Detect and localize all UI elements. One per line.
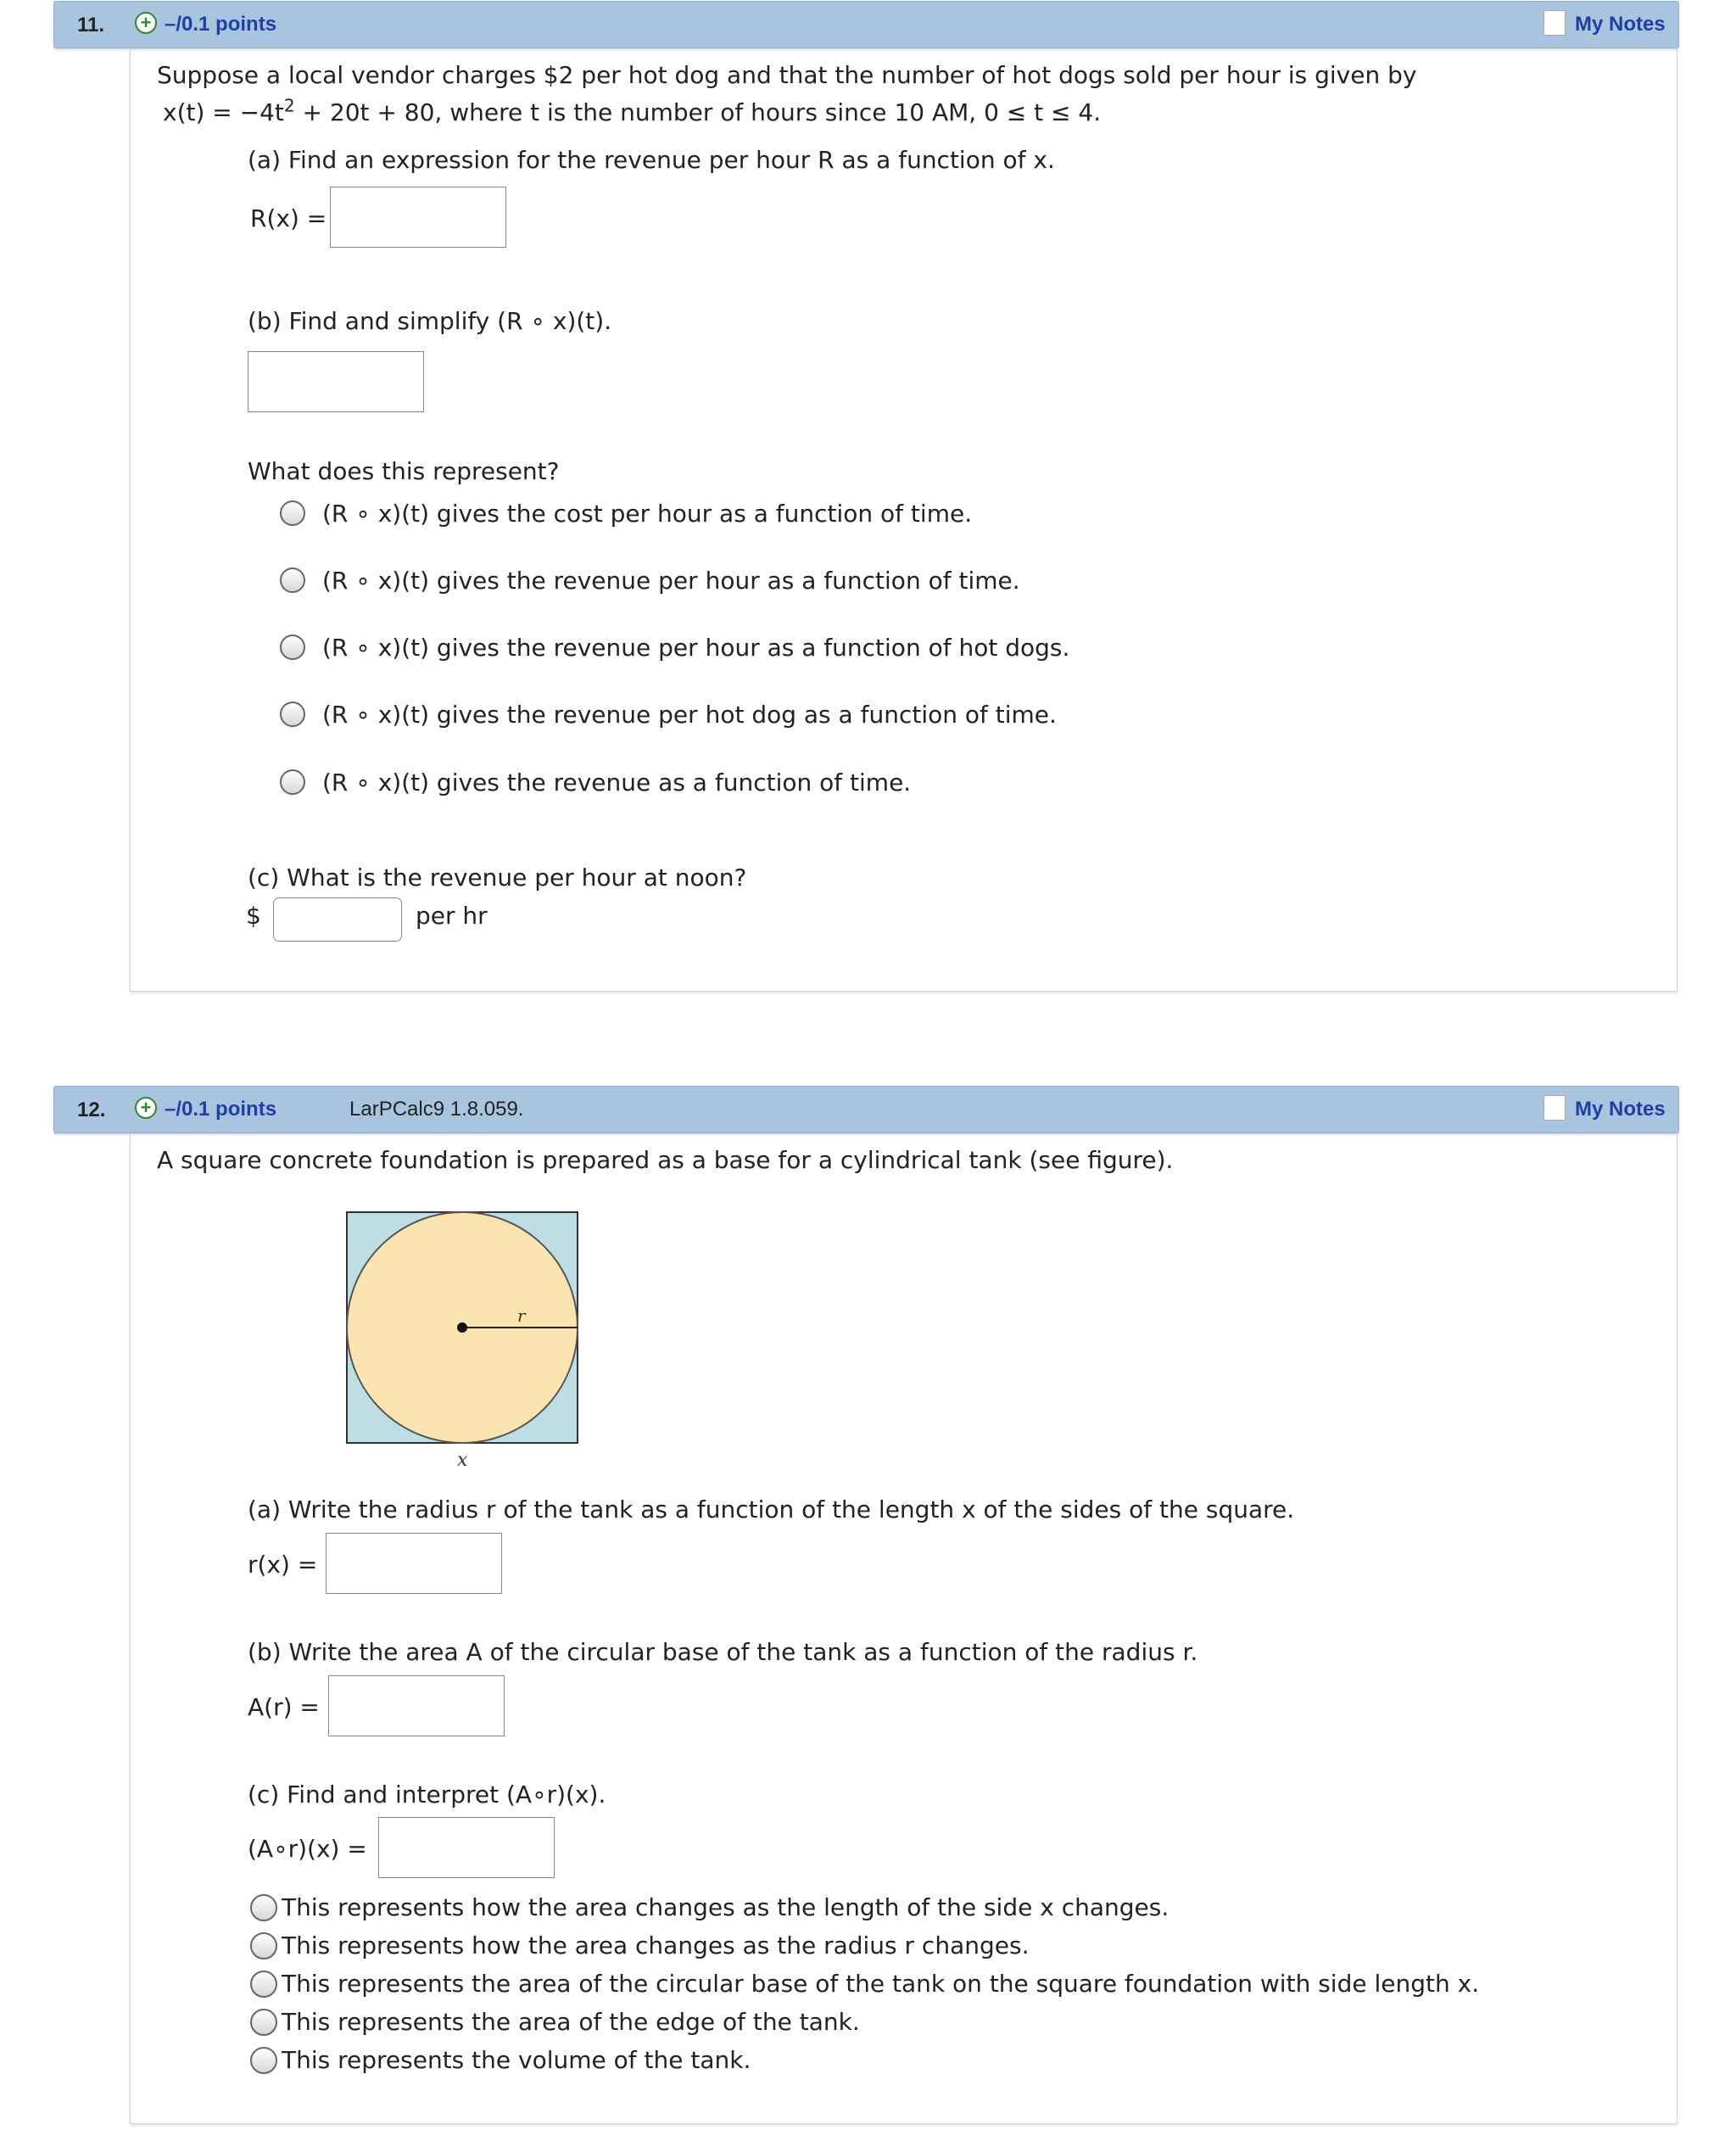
q11-revenue-input[interactable] [273,897,402,942]
plus-icon[interactable]: + [135,12,157,34]
q11-my-notes-link[interactable]: My Notes [1575,13,1666,36]
q11-label-rx: R(x) = [250,204,327,232]
side-label: x [457,1450,468,1471]
q11-number: 11. [77,14,105,36]
q11-option-label-5: (R ∘ x)(t) gives the revenue as a function of time. [322,769,912,797]
q12-option-label-1: This represents how the area changes as the length of the side x changes. [282,1893,1169,1921]
q11-option-radio-5[interactable] [280,769,305,795]
q11-points[interactable]: –/0.1 points [165,13,277,36]
q11-rox-input[interactable] [248,351,424,412]
radius-label: r [517,1305,526,1326]
q11-part-b: (b) Find and simplify (R ∘ x)(t). [248,307,612,335]
q11-per-hr: per hr [416,902,488,930]
q12-ar-input[interactable] [328,1675,505,1736]
notes-icon[interactable] [1543,10,1566,36]
q11-intro-line1: Suppose a local vendor charges $2 per hot dog and that the number of hot dogs sold per hour is given by [157,61,1417,89]
q12-intro: A square concrete foundation is prepared as a base for a cylindrical tank (see figure). [157,1146,1174,1174]
q12-source: LarPCalc9 1.8.059. [349,1098,524,1121]
q11-dollar-sign: $ [246,902,261,930]
q12-header [53,1086,1679,1133]
q11-intro-line2: $x(t) = -4t^2 + 20t + 80$, where t is the number of hours since 10 AM, 0 ≤ t ≤ 4. [163,95,1102,126]
q11-option-radio-3[interactable] [280,635,305,660]
q12-option-radio-2[interactable] [250,1932,277,1959]
q12-part-c: (c) Find and interpret (A∘r)(x). [248,1781,606,1809]
q12-aor-input[interactable] [378,1817,555,1878]
q12-option-radio-4[interactable] [250,2009,277,2036]
q11-rx-input[interactable] [330,187,506,248]
q12-label-aor: (A∘r)(x) = [248,1835,367,1863]
q11-option-label-2: (R ∘ x)(t) gives the revenue per hour as a function of time. [322,567,1020,595]
q11-option-radio-2[interactable] [280,567,305,593]
q11-option-label-4: (R ∘ x)(t) gives the revenue per hot dog as a function of time. [322,701,1057,729]
q12-option-radio-5[interactable] [250,2047,277,2074]
q12-label-rx: r(x) = [248,1551,318,1579]
q12-rx-input[interactable] [326,1533,502,1594]
q12-points[interactable]: –/0.1 points [165,1098,277,1121]
q12-part-a: (a) Write the radius r of the tank as a function of the length x of the sides of the square. [248,1495,1295,1523]
q11-represent-question: What does this represent? [248,457,560,485]
q12-option-label-3: This represents the area of the circular base of the tank on the square foundation with side length x. [282,1970,1480,1998]
q12-option-label-2: This represents how the area changes as the radius r changes. [282,1932,1030,1959]
plus-icon[interactable]: + [135,1097,157,1119]
q11-part-a: (a) Find an expression for the revenue per hour R as a function of x. [248,146,1055,174]
center-point [457,1322,467,1333]
q12-option-radio-1[interactable] [250,1894,277,1921]
q12-option-label-4: This represents the area of the edge of the tank. [282,2008,860,2036]
tank-foundation-figure [343,1209,581,1472]
q12-label-ar: A(r) = [248,1693,320,1721]
q11-option-label-1: (R ∘ x)(t) gives the cost per hour as a function of time. [322,500,973,528]
q12-option-label-5: This represents the volume of the tank. [282,2046,751,2074]
q11-header [53,1,1679,48]
q12-my-notes-link[interactable]: My Notes [1575,1098,1666,1121]
q11-part-c: (c) What is the revenue per hour at noon? [248,864,747,892]
q11-option-radio-4[interactable] [280,702,305,727]
q11-option-label-3: (R ∘ x)(t) gives the revenue per hour as a function of hot dogs. [322,634,1070,662]
q12-number: 12. [77,1099,106,1121]
notes-icon[interactable] [1543,1095,1566,1121]
q12-option-radio-3[interactable] [250,1971,277,1998]
q11-option-radio-1[interactable] [280,500,305,526]
q12-part-b: (b) Write the area A of the circular base of the tank as a function of the radius r. [248,1638,1198,1666]
